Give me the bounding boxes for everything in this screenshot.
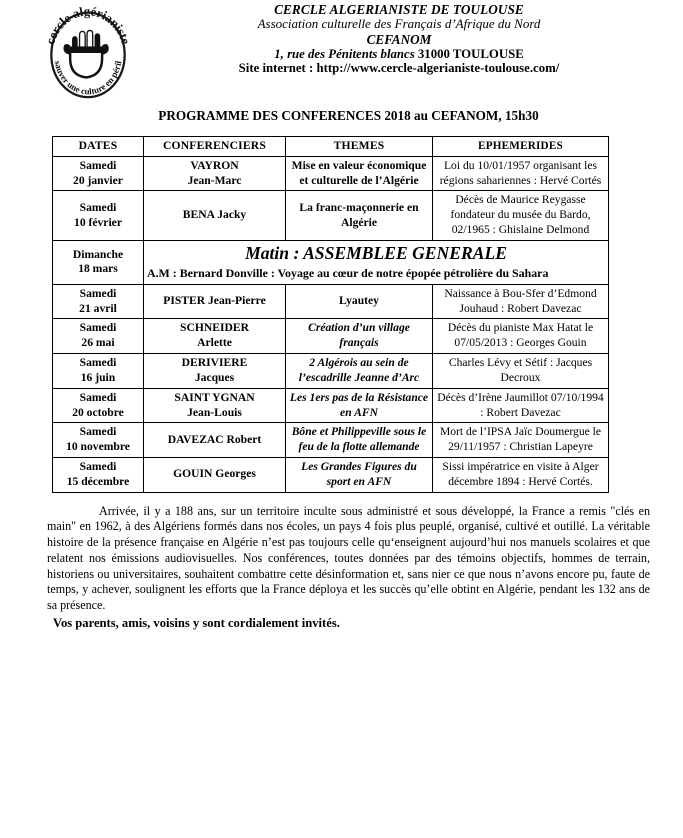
cell-speaker: VAYRON Jean-Marc: [144, 156, 286, 191]
organization-info: [175, 2, 683, 76]
organization-acronym: CEFANOM: [366, 31, 432, 47]
cell-ephemeride: Décès de Maurice Reygasse fondateur du musée du Bardo, 02/1965 : Ghislaine Delmond: [433, 191, 609, 240]
table-row: [53, 284, 609, 319]
column-header-dates: DATES: [53, 137, 144, 157]
cercle-algerianiste-logo-icon: [41, 4, 135, 102]
footer-text-block: [0, 493, 683, 631]
svg-text:cercle algérianiste: cercle algérianiste: [42, 4, 133, 46]
column-header-themes: THEMES: [286, 137, 433, 157]
cell-date: Samedi 26 mai: [53, 319, 144, 354]
organization-subtitle: Association culturelle des Français d’Afrique du Nord: [257, 16, 541, 32]
table-body: [53, 156, 609, 492]
cell-ephemeride: Charles Lévy et Sétif : Jacques Decroux: [433, 354, 609, 389]
cell-speaker: BENA Jacky: [144, 191, 286, 240]
document-header: [0, 0, 683, 100]
address-street: 1, rue des Pénitents blancs: [274, 46, 415, 61]
table-row: [53, 423, 609, 458]
assembly-general-subtitle: A.M : Bernard Donville : Voyage au cœur de notre épopée pétrolière du Sahara: [147, 266, 549, 281]
cell-speaker: SAINT YGNAN Jean-Louis: [144, 388, 286, 423]
column-header-ephemerides: EPHEMERIDES: [433, 137, 609, 157]
closing-paragraph: Arrivée, il y a 188 ans, sur un territoire inculte sous administré et sous développé, la France a remis "clés en main" en 1962, à des Algériens formés dans nos écoles, un pays 4 fois plus peuplé, organisé, cultivé et outillé. La véritable histoire de la présence française en Algérie n’est pas toujours celle qu‘enseignent aujourd’hui nos manuels scolaires et que relatent nos émissions audiovisuelles. Nos conférences, toutes données par des témoins objectifs, hommes de terrain, historiens ou universitaires, souhaitent combattre cette désinformation et, sans nier ce que nous n’avons encore pu, faute de temps, y achever, soulignent les efforts que la France déploya et les succès qu’elle obtint en Algérie, pendant les 132 ans de sa présence.: [47, 503, 650, 613]
assembly-general-content: [144, 240, 609, 284]
cell-theme: Lyautey: [286, 284, 433, 319]
cell-date: Samedi 10 novembre: [53, 423, 144, 458]
cell-speaker: SCHNEIDER Arlette: [144, 319, 286, 354]
organization-website: [175, 61, 623, 76]
table-row: [53, 191, 609, 240]
cell-date: Samedi 15 décembre: [53, 458, 144, 493]
svg-text:sauver une culture en péril: sauver une culture en péril: [52, 59, 123, 97]
cell-ephemeride: Mort de l’IPSA Jaïc Doumergue le 29/11/1957 : Christian Lapeyre: [433, 423, 609, 458]
cell-theme: Création d’un village français: [286, 319, 433, 354]
table-row: [53, 388, 609, 423]
cell-date: Samedi 16 juin: [53, 354, 144, 389]
organization-name: CERCLE ALGERIANISTE DE TOULOUSE: [274, 2, 524, 17]
conference-program-table: [52, 136, 609, 493]
table-row: [53, 319, 609, 354]
cell-theme: Les Grandes Figures du sport en AFN: [286, 458, 433, 493]
cell-theme: La franc-maçonnerie en Algérie: [286, 191, 433, 240]
hamsa-hand-symbol: [63, 30, 108, 77]
cell-ephemeride: Naissance à Bou-Sfer d’Edmond Jouhaud : Robert Davezac: [433, 284, 609, 319]
page-title: PROGRAMME DES CONFERENCES 2018 au CEFANOM, 15h30: [158, 108, 539, 123]
cell-speaker: DERIVIERE Jacques: [144, 354, 286, 389]
cell-ephemeride: Décès du pianiste Max Hatat le 07/05/2013 : Georges Gouin: [433, 319, 609, 354]
table-row: [53, 156, 609, 191]
table-header-row: [53, 137, 609, 157]
cell-ephemeride: Sissi impératrice en visite à Alger décembre 1894 : Hervé Cortés.: [433, 458, 609, 493]
table-row: [53, 458, 609, 493]
program-table-container: [0, 136, 683, 493]
invitation-line: Vos parents, amis, voisins y sont cordialement invités.: [53, 615, 340, 630]
cell-date: Samedi 10 février: [53, 191, 144, 240]
cell-date: Samedi 20 octobre: [53, 388, 144, 423]
cell-theme: Les 1ers pas de la Résistance en AFN: [286, 388, 433, 423]
organization-address: [175, 47, 623, 62]
assembly-general-row: [53, 240, 609, 284]
cell-ephemeride: Décès d’Irène Jaumillot 07/10/1994 : Robert Davezac: [433, 388, 609, 423]
cell-ephemeride: Loi du 10/01/1957 organisant les régions sahariennes : Hervé Cortés: [433, 156, 609, 191]
table-header: [53, 137, 609, 157]
cell-assembly-date: Dimanche 18 mars: [53, 240, 144, 284]
assembly-general-title: Matin : ASSEMBLEE GENERALE: [245, 242, 507, 263]
website-label: Site internet :: [238, 61, 314, 76]
cell-date: Samedi 21 avril: [53, 284, 144, 319]
cell-theme: 2 Algérois au sein de l’escadrille Jeanne d’Arc: [286, 354, 433, 389]
logo-container: [0, 2, 175, 102]
table-row: [53, 354, 609, 389]
cell-speaker: DAVEZAC Robert: [144, 423, 286, 458]
cell-theme: Bône et Philippeville sous le feu de la flotte allemande: [286, 423, 433, 458]
cell-speaker: GOUIN Georges: [144, 458, 286, 493]
cell-date: Samedi 20 janvier: [53, 156, 144, 191]
cell-speaker: PISTER Jean-Pierre: [144, 284, 286, 319]
website-url[interactable]: http://www.cercle-algerianiste-toulouse.com/: [316, 61, 560, 76]
cell-theme: Mise en valeur économique et culturelle de l’Algérie: [286, 156, 433, 191]
column-header-conferenciers: CONFERENCIERS: [144, 137, 286, 157]
address-city: 31000 TOULOUSE: [417, 46, 524, 61]
